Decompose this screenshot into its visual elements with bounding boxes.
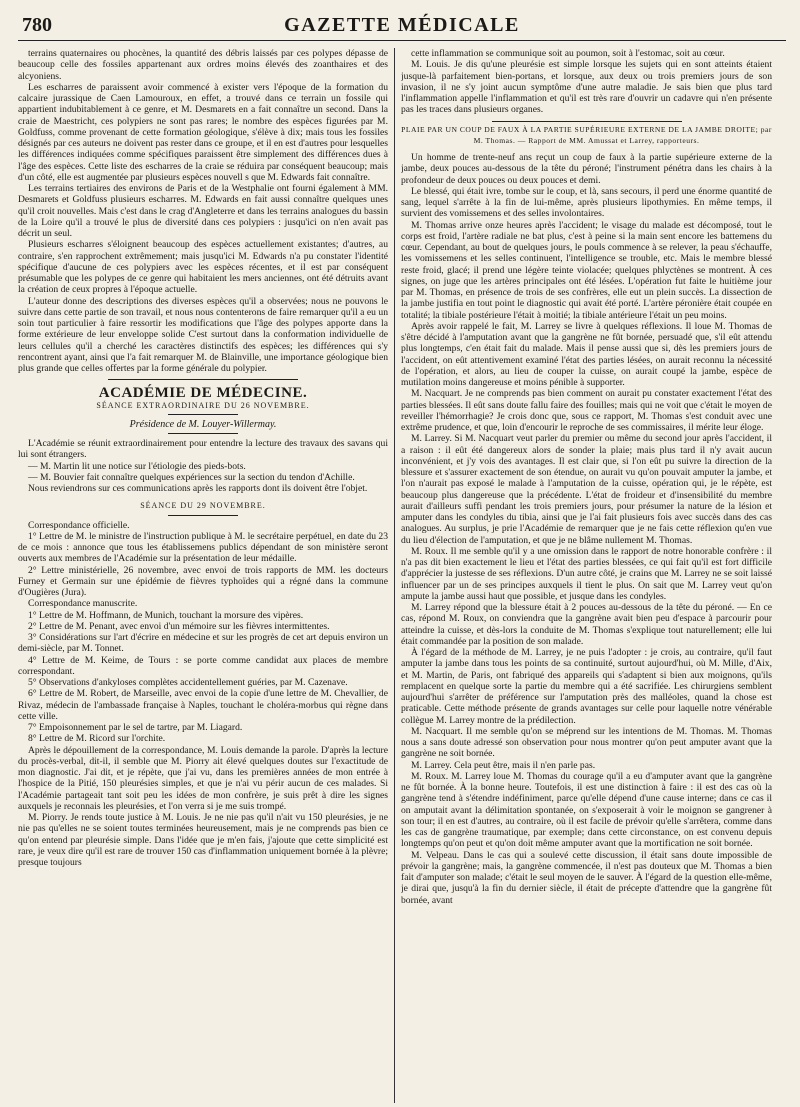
paragraph: Nous reviendrons sur ces communications après les rapports dont ils doivent être l'objet. — [28, 483, 368, 494]
column-rule — [394, 48, 395, 1103]
paragraph: L'auteur donne des descriptions des diverses espèces qu'il a observées; nous ne pouvons le suivre dans cette partie de son travail, et nous nous contenterons de faire remarquer qu'il a eu un soin tout particulier à faire ressortir les modifications que l'âge des polypes apporte dans la forme extérieure de leur enveloppe solide C'est surtout dans la conformation individuelle de leurs cellules qu'il a cherché les caractères distinctifs des espèces; les différences qui s'y rencontrent ayant, ainsi que l'a fait remarquer M. de Blainville, une importance géologique bien plus grande que celles offertes par la forme générale du polypier. — [18, 295, 388, 374]
paragraph: M. Piorry. Je rends toute justice à M. Louis. Je ne nie pas qu'il n'ait vu 150 pleurésies, je ne nie pas qu'elles ne se soient toutes terminées heureusement, mais je ne comprends pas bien ce qu'on entend par pleurésie simple. Dans l'idée que je m'en fais, j'ajoute que cette simplicité est rare, je veux dire qu'il est rare de trouver 150 cas d'inflammation uniquement bornée à la plèvre; presque toujours — [18, 812, 388, 868]
paragraph: Correspondance officielle. — [28, 519, 130, 531]
divider — [168, 433, 238, 434]
text-columns — [18, 48, 786, 1103]
paragraph: Plusieurs escharres s'éloignent beaucoup des espèces actuellement existantes; d'autres, au contraire, s'en rapprochent extrêmement; mais jusqu'ici M. Edwards n'a pu constater l'identité spécifique d'aucune de ces polypiers avec les espèces récentes, et il est par conséquent présumable que les polypes de ce genre qui habitaient les mers anciennes, ont été détruits avant la création de ceux propres à l'époque actuelle. — [18, 239, 388, 296]
paragraph: — M. Martin lit une notice sur l'étiologie des pieds-bots. — [28, 460, 246, 472]
session-heading: SÉANCE DU 29 NOVEMBRE. — [140, 501, 266, 511]
paragraph: Les escharres de paraissent avoir commencé à exister vers l'époque de la formation du calcaire jurassique de Caen Lamouroux, en effet, a trouvé dans ce terrain un fossile qui appartient indubitablement à ce genre, et M. Desmarets en a fait connaître un second. Dans la craie de Maestricht, ces polypiers ne sont pas rares; le nombre des espèces figurées par M. Goldfuss, comme provenant de cette formation géologique, s'élève à dix; mais tous les fossiles désignés par ces auteurs ne doivent pas rester dans ce groupe, et il en est d'autres pour lesquelles les différences indiquées comme spécifiques paraissent être simplement des différences dues à l'âge des espèces. Cette liste des escharres de la craie se réduira par conséquent beaucoup; mais d'un côté, elle est augmentée par plusieurs espèces nouvell s que M. Edwards fait connaître. — [18, 81, 388, 183]
paragraph: cette inflammation se communique soit au poumon, soit à l'estomac, soit au cœur. — [411, 48, 725, 59]
left-column — [18, 48, 388, 1103]
section-divider — [108, 379, 298, 380]
page-number: 780 — [22, 14, 52, 36]
paragraph: 8° Lettre de M. Ricord sur l'orchite. — [28, 733, 166, 745]
paragraph: Les terrains tertiaires des environs de Paris et de la Westphalie ont fourni également à MM. Desmarets et Goldfuss plusieurs escharres. M. Edwards en fait aussi connaître quelques unes qu'il croit nouvelles. Mais c'est dans le crag d'Angleterre et dans les terrains analogues du bassin de la Loire qu'il a trouvé le plus de diversité dans ces polypiers : jusqu'ici on n'en avait pas décrit un seul. — [18, 183, 388, 239]
paragraph: Après le dépouillement de la correspondance, M. Louis demande la parole. D'après la lecture du procès-verbal, dit-il, il semble que M. Piorry ait élevé quelques doutes sur l'exactitude de mon diagnostic. J'ai dit, et je répète, que j'ai vu, dans les premières années de mon entrée à l'hospice de la Pitié, 150 pleurésies simples, et que je n'ai vu périr aucun de ces malades. Si l'Académie partageait tant soit peu les idées de mon confrère, je suis prêt à dire les signes auxquels je reconnais les pleurésies, et l'on verra si je me suis trompé. — [18, 744, 388, 812]
paragraph: 2° Lettre ministérielle, 26 novembre, avec envoi de trois rapports de MM. les docteurs Furney et Germain sur une épidémie de fièvres typhoïdes qui a régné dans la commune d'Ougières (Jura). — [18, 564, 388, 598]
paragraph: M. Velpeau. Dans le cas qui a soulevé cette discussion, il était sans doute impossible de prévoir la gangrène; mais, la gangrène commencée, il n'est pas douteux que M. Thomas a bien fait d'amputer son malade; c'était le seul moyen de le sauver. À l'égard de la question elle-même, je dirai que, jusqu'à la fin du dernier siècle, il était de précepte d'attendre que la gangrène fût bornée, avant — [401, 849, 772, 906]
paragraph: M. Thomas arrive onze heures après l'accident; le visage du malade est décomposé, tout le corps est froid, l'artère radiale ne bat plus, c'est à peine si la main sent encore les battemens du cœur. Cependant, au bout de quelques jours, le pouls commence à se relever, la peau s'échauffe, les vomissemens et les selles continuent, l'intelligence se trouble, etc. Mais le membre blessé reste froid, glacé; il prend une légère teinte violacée; quelques phlyctènes se montrent. À ces signes, on juge que les artères principales ont été lésées. L'opération fut faite le huitième jour par M. Thomas, en présence de trois de ses confrères, elle eut un plein succès. La dissection de la jambe justifia en tout point le diagnostic qui avait été porté. L'artère péronière était coupée en totalité; la tibiale postérieure l'était à moitié; la tibiale antérieure l'était un peu moins. — [401, 219, 772, 321]
paragraph: M. Roux. Il me semble qu'il y a une omission dans le rapport de notre honorable confrère : il n'a pas dit bien exactement le lieu et l'état des parties blessées, ce qui fait qu'il est fort difficile d'apprécier la justesse de ses réflexions. D'un autre côté, je crains que M. Larrey ne se soit laissé influencer par un de ses principes auxquels il tient le plus. On sait que M. Larrey veut qu'on ampute la jambe aussi haut que possible, et jusque dans les condyles. — [401, 545, 772, 602]
paragraph: M. Larrey. Si M. Nacquart veut parler du premier ou même du second jour après l'accident, il a raison : il eût été dangereux alors de sonder la plaie; mais plus tard il n'y avait aucun inconvénient, et j'y vois des avantages. Il est clair que, si l'on eût pu suivre la direction de la blessure et s'assurer exactement de son étendue, on aurait vu qu'on pouvait amputer la jambe, et l'on n'aurait pas exposé le malade à l'amputation de la cuisse, opération qui, je le répète, est beaucoup plus dangereuse que la précédente. L'état de froideur et d'insensibilité du membre aurait d'ailleurs suffi pendant les trois premiers jours, pour présumer la nature de la lésion et amputer dans les condyles du tibia, ainsi que je l'ai fait plusieurs fois avec succès dans des cas analogues. Au surplus, je prie l'Académie de remarquer que je ne fais cette réflexion qu'en vue du lieu d'élection de l'amputation, et que je ne blâme nullement M. Thomas. — [401, 433, 772, 546]
paragraph: 6° Lettre de M. Robert, de Marseille, avec envoi de la copie d'une lettre de M. Chevallier, de Rivaz, médecin de l'ambassade française à Naples, touchant le choléra-morbus qui règne dans cette ville. — [18, 688, 388, 722]
paragraph: — M. Bouvier fait connaître quelques expériences sur la section du tendon d'Achille. — [28, 471, 355, 483]
paragraph: M. Nacquart. Je ne comprends pas bien comment on aurait pu constater exactement l'état des parties blessées. Il eût sans doute fallu faire des fouilles; mais qui ne voit que c'était le moyen de reveiller l'hémorrhagie? Je crois donc que, sous ce rapport, M. Thomas s'est conduit avec une extrême prudence, et que, loin d'encourir le reproche de ses commissaires, il mérite leur éloge. — [401, 388, 772, 433]
paragraph: M. Larrey répond que la blessure était à 2 pouces au-dessous de la tête du péroné. — En ce cas, répond M. Roux, on conviendra que la gangrène avait bien peu d'espace à parcourir pour atteindre la cuisse, et dès-lors la conduite de M. Thomas s'explique tout naturellement; elle lui était commandée par la position de son malade. — [401, 602, 772, 647]
paragraph: Après avoir rappelé le fait, M. Larrey se livre à quelques réflexions. Il loue M. Thomas de s'être décidé à l'amputation avant que la gangrène ne fût bornée, persuadé que, s'il eût attendu plus longtemps, c'en était fait du malade. Mais il pense aussi que si, dès les premiers jours de l'accident, on eût attentivement examiné l'état des parties lésées, on aurait reconnu la nécessité de l'opération, et alors, au lieu de couper la cuisse, on aurait coupé la jambe, espèce de mutilation moins dangereuse et moins pénible à supporter. — [401, 320, 772, 388]
paragraph: 5° Observations d'ankyloses complètes accidentellement guéries, par M. Cazenave. — [28, 677, 348, 688]
paragraph: 7° Empoisonnement par le sel de tartre, par M. Liagard. — [28, 722, 243, 733]
paragraph: L'Académie se réunit extraordinairement pour entendre la lecture des travaux des savans qui lui sont étrangers. — [18, 438, 388, 461]
paragraph: Un homme de trente-neuf ans reçut un coup de faux à la partie supérieure externe de la jambe, deux pouces au-dessous de la tête du péroné; l'instrument pénétra dans les chairs à la profondeur de deux pouces ou deux pouces et demi. — [401, 152, 772, 186]
divider — [168, 414, 238, 415]
presidency-line: Présidence de M. Louyer-Willermay. — [129, 418, 277, 430]
paragraph: 1° Lettre de M. Hoffmann, de Munich, touchant la morsure des vipères. — [28, 609, 304, 621]
paragraph: M. Nacquart. Il me semble qu'on se méprend sur les intentions de M. Thomas. M. Thomas nous a sans doute adressé son observation pour nous montrer qu'on peut amputer avant que la gangrène ne soit bornée. — [401, 725, 772, 760]
right-column — [401, 48, 772, 1103]
paragraph: 3° Considérations sur l'art d'écrire en médecine et sur les progrès de cet art depuis environ un demi-siècle, par M. Tonnet. — [18, 632, 388, 655]
paragraph: 2° Lettre de M. Penant, avec envoi d'un mémoire sur les fièvres intermittentes. — [28, 620, 330, 632]
article-heading: PLAIE PAR UN COUP DE FAUX À LA PARTIE SUPÉRIEURE EXTERNE DE LA JAMBE DROITE; par M. Thomas. — Rapport de MM. Amussat et Larrey, rapporteurs. — [401, 124, 772, 145]
paragraph: M. Larrey. Cela peut être, mais il n'en parle pas. — [411, 759, 596, 771]
paragraph: À l'égard de la méthode de M. Larrey, je ne puis l'adopter : je crois, au contraire, qu'il faut amputer la jambe dans tous les points de sa continuité, surtout aujourd'hui, où M. Mille, d'Aix, et M. Martin, de Paris, ont fabriqué des appareils qui s'adaptent si bien aux moignons, qu'ils remplacent en quelque sorte la partie du membre qui a été sacrifiée. Les chirurgiens semblent aujourd'hui s'arrêter de préférence sur l'amputation près des malléoles, quand la chose est praticable. Cette méthode présente de grands avantages sur celle pour laquelle notre vénérable collègue M. Larrey montre de la prédilection. — [401, 647, 772, 726]
divider — [168, 515, 238, 516]
paragraph: M. Louis. Je dis qu'une pleurésie est simple lorsque les sujets qui en sont atteints étaient jusque-là parfaitement bien-portans, et lorsque, aux deux ou trois premiers jours de son invasion, il ne s'y joint aucun symptôme d'une autre maladie. Je sais bien que plus tard l'inflammation appelle l'inflammation et qu'il est très rare d'ouvrir un cadavre qui n'en présente pas les traces dans plusieurs organes. — [401, 59, 772, 116]
page-header — [18, 10, 786, 41]
paragraph: 4° Lettre de M. Keime, de Tours : se porte comme candidat aux places de membre correspondant. — [18, 654, 388, 677]
section-title: ACADÉMIE DE MÉDECINE. — [98, 385, 308, 402]
paragraph: terrains quaternaires ou phocènes, la quantité des débris laissés par ces polypes dépasse de beaucoup celle des fossiles appartenant aux ordres moins élevés des zoanthaires et des alcyoniens. — [18, 48, 388, 82]
paragraph: M. Roux. M. Larrey loue M. Thomas du courage qu'il a eu d'amputer avant que la gangrène ne fût bornée. À la bonne heure. Toutefois, il est une distinction à faire : il est des cas où la gangrène tend à s'étendre indéfiniment, parce qu'elle dépend d'une cause interne; dans ce cas il on amputait avant la délimitation spontanée, on s'exposerait à voir le moignon se gangrener à son tour; il en est d'autres, au contraire, où il est facile de prévoir qu'elle s'arrêtera, comme dans les cas de gangrène traumatique, par exemple; dans cette circonstance, on est convenu depuis longtemps qu'on peut et qu'on doit même amputer avant que la mortification ne soit bornée. — [401, 770, 772, 850]
journal-title: GAZETTE MÉDICALE — [284, 14, 520, 36]
paragraph: Le blessé, qui était ivre, tombe sur le coup, et là, sans secours, il perd une énorme quantité de sang, lequel s'arrête à la fin de lui-même, après plusieurs lipothymies. En même temps, il survient des vomissemens et des selles involontaires. — [401, 185, 772, 220]
section-divider — [492, 121, 682, 122]
session-heading: SÉANCE EXTRAORDINAIRE DU 26 NOVEMBRE. — [96, 400, 310, 410]
paragraph: Correspondance manuscrite. — [28, 598, 138, 610]
paragraph: 1° Lettre de M. le ministre de l'instruction publique à M. le secrétaire perpétuel, en date du 23 de ce mois : annonce que tous les établissemens publics dépendant de son ministère seront ouverts aux membres de l'Académie sur la présentation de leur médaille. — [18, 530, 388, 565]
